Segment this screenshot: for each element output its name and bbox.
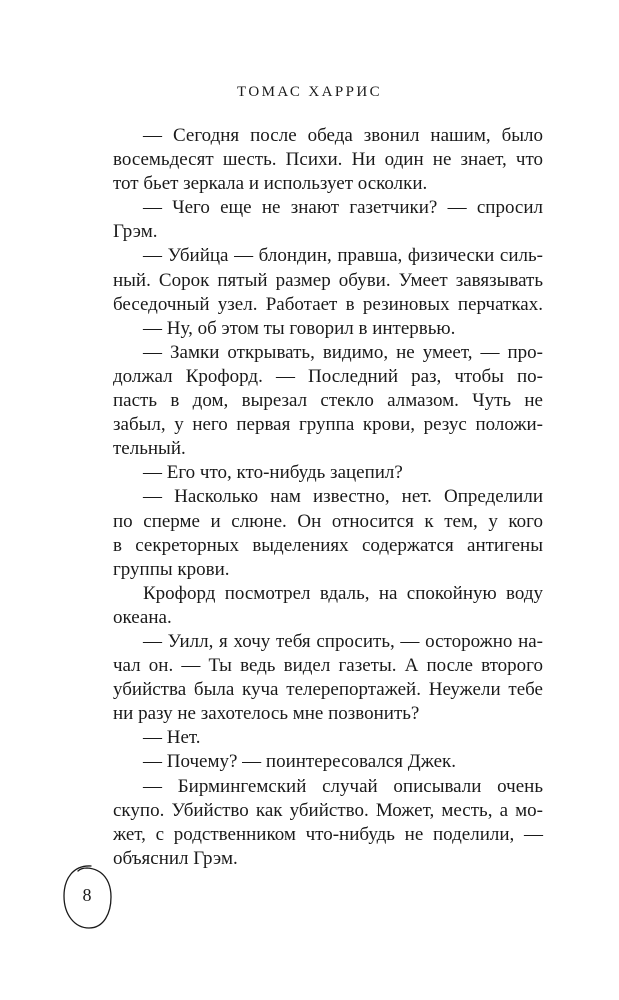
text-line: в секреторных выделениях содержатся антигены — [113, 534, 543, 556]
text-line: — Ну, об этом ты говорил в интервью. — [143, 317, 456, 339]
text-line: — Его что, кто-нибудь зацепил? — [143, 462, 403, 484]
page-number: 8 — [82, 885, 92, 905]
text-line: Крофорд посмотрел вдаль, на спокойную воду — [143, 582, 543, 604]
text-line: Грэм. — [113, 221, 158, 243]
text-line: беседочный узел. Работает в резиновых перчатках. — [113, 293, 543, 315]
text-line: забыл, у него первая группа крови, резус положи- — [113, 414, 543, 436]
text-line: восемьдесят шесть. Психи. Ни один не знает, что — [113, 149, 543, 171]
text-line: океана. — [113, 606, 172, 628]
text-line: тот бьет зеркала и использует осколки. — [113, 173, 428, 195]
text-line: — Почему? — поинтересовался Джек. — [143, 751, 456, 773]
text-line: ни разу не захотелось мне позвонить? — [113, 703, 420, 725]
page-number-badge — [61, 863, 113, 931]
text-line: чал он. — Ты ведь видел газеты. А после второго — [113, 655, 543, 677]
running-head: ТОМАС ХАРРИС — [237, 84, 382, 100]
body-text — [113, 124, 543, 871]
text-line: пасть в дом, вырезал стекло алмазом. Чуть не — [113, 390, 543, 412]
text-line: ный. Сорок пятый размер обуви. Умеет завязывать — [113, 269, 543, 291]
text-line: объяснил Грэм. — [113, 847, 238, 869]
text-line: — Нет. — [143, 727, 201, 749]
text-line: тельный. — [113, 438, 186, 460]
text-line: должал Крофорд. — Последний раз, чтобы по- — [113, 365, 543, 387]
text-line: — Сегодня после обеда звонил нашим, было — [143, 125, 543, 146]
text-line: жет, с родственником что-нибудь не поделили, — — [113, 823, 543, 845]
text-line: — Бирмингемский случай описывали очень — [143, 775, 543, 797]
text-line: по сперме и слюне. Он относится к тем, у кого — [113, 510, 543, 532]
text-line: — Чего еще не знают газетчики? — спросил — [143, 197, 543, 219]
text-line: убийства была куча телерепортажей. Неужели тебе — [113, 679, 543, 701]
text-line: группы крови. — [113, 558, 230, 580]
text-line: — Уилл, я хочу тебя спросить, — осторожно на- — [143, 630, 543, 652]
text-line: скупо. Убийство как убийство. Может, месть, а мо- — [113, 799, 543, 821]
text-line: — Убийца — блондин, правша, физически силь- — [143, 245, 543, 267]
text-line: — Замки открывать, видимо, не умеет, — про- — [143, 341, 543, 363]
text-line: — Насколько нам известно, нет. Определили — [143, 486, 543, 508]
